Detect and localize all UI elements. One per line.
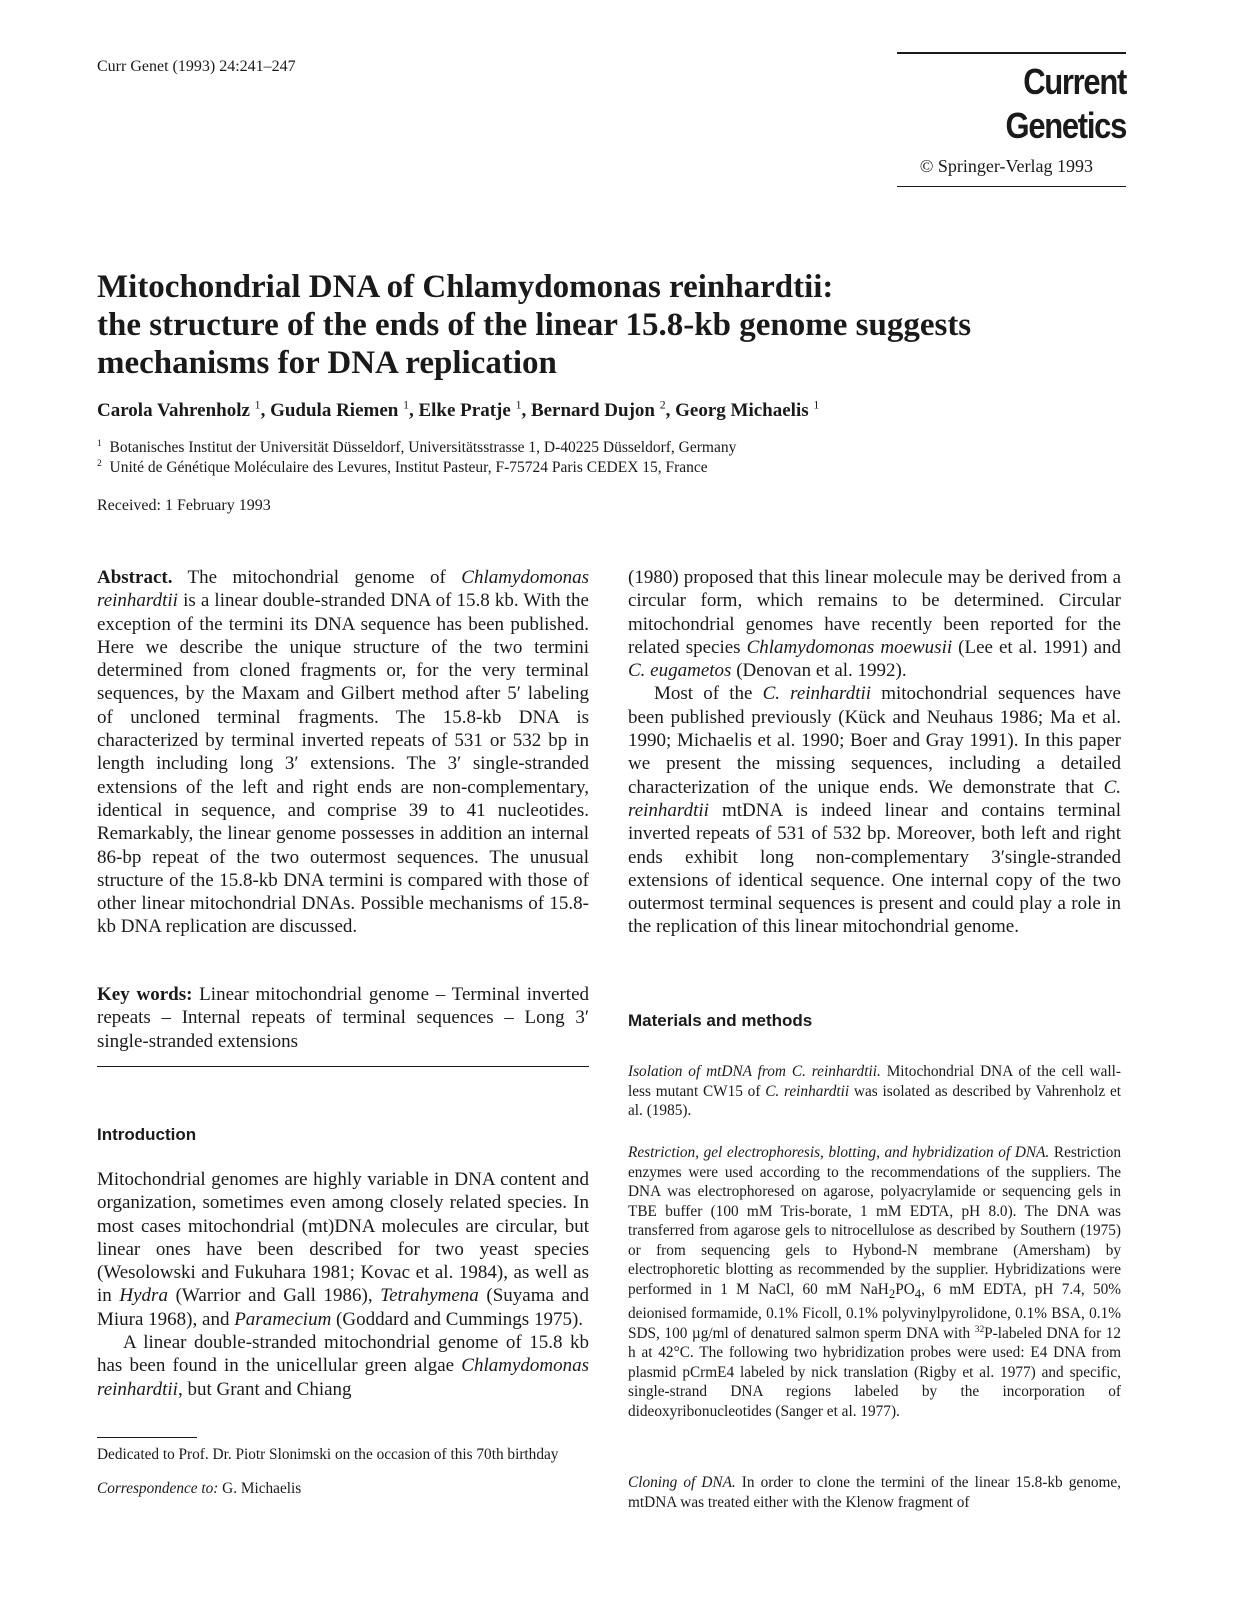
- affiliation-text: Botanisches Institut der Universität Düsseldorf, Universitätsstrasse 1, D-40225 Düsseldorf, Germany: [109, 439, 737, 456]
- abstract-text: The mitochondrial genome of: [172, 567, 462, 588]
- title-line: mechanisms for DNA replication: [97, 345, 557, 381]
- copyright: © Springer-Verlag 1993: [919, 156, 1093, 176]
- keywords: [97, 983, 589, 1053]
- received-date: Received: 1 February 1993: [97, 497, 271, 514]
- abstract-species: Chlamydomonas reinhardtii: [97, 567, 589, 612]
- introduction-body: [97, 1168, 589, 1401]
- author-name: Elke Pratje: [418, 400, 511, 421]
- title-line: the structure of the ends of the linear 15.8-kb genome suggests: [97, 307, 972, 343]
- masthead-rule-bottom: [897, 186, 1126, 187]
- paragraph: (1980) proposed that this linear molecule may be derived from a circular form, which remains to be determined. Circular mitochondrial genomes have recently been reported for the related species Chlamydomonas moewusii (Lee et al. 1991) and C. eugametos (Denovan et al. 1992).: [628, 567, 1122, 682]
- citation: Curr Genet (1993) 24:241–247: [97, 58, 296, 75]
- intro-continued: [628, 566, 1121, 939]
- dedication: Dedicated to Prof. Dr. Piotr Slonimski on the occasion of this 70th birthday: [97, 1446, 559, 1463]
- author-affil-mark: 1: [515, 398, 522, 412]
- methods-heading: Materials and methods: [628, 1011, 813, 1030]
- author-name: Bernard Dujon: [530, 400, 655, 421]
- author-affil-mark: 2: [659, 398, 666, 412]
- abstract-label: Abstract.: [97, 567, 173, 588]
- abstract: [97, 566, 589, 939]
- footnote-divider: [97, 1437, 197, 1438]
- title-line: Mitochondrial DNA of Chlamydomonas reinhardtii:: [97, 269, 834, 305]
- paragraph: A linear double-stranded mitochondrial genome of 15.8 kb has been found in the unicellular green algae Chlamydomonas reinhardtii, but Grant and Chiang: [97, 1332, 589, 1400]
- author-name: Gudula Riemen: [270, 400, 399, 421]
- footnotes: [97, 1445, 589, 1498]
- affiliation-text: Unité de Génétique Moléculaire des Levures, Institut Pasteur, F-75724 Paris CEDEX 15, France: [109, 459, 708, 476]
- paragraph: Most of the C. reinhardtii mitochondrial sequences have been published previously (Kück and Neuhaus 1986; Ma et al. 1990; Michaelis et al. 1990; Boer and Gray 1991). In this paper we present the missing sequences, including a detailed characterization of the unique ends. We demonstrate that C. reinhardtii mtDNA is indeed linear and contains terminal inverted repeats of 531 of 532 bp. Moreover, both left and right ends exhibit long non-complementary 3′single-stranded extensions of identical sequence. One internal copy of the two outermost terminal sequences is present and could play a role in the replication of this linear mitochondrial genome.: [628, 683, 1121, 938]
- affiliation-mark: 2: [97, 457, 102, 469]
- author-list: Carola Vahrenholz $^1$, Gudula Riemen $^1$, Elke Pratje $^1$, Bernard Dujon $^2$, Georg Michaelis $^1$: [97, 398, 820, 421]
- author-name: Georg Michaelis: [675, 400, 809, 421]
- affiliation: [97, 438, 736, 458]
- paragraph: Mitochondrial genomes are highly variable in DNA content and organization, sometimes even among closely related species. In most cases mitochondrial (mt)DNA molecules are circular, but linear ones have been described for two yeast species (Wesolowski and Fukuhara 1981; Kovac et al. 1984), as well as in Hydra (Warrior and Gall 1986), Tetrahymena (Suyama and Miura 1968), and Paramecium (Goddard and Cummings 1975).: [97, 1169, 589, 1330]
- methods-isolation: Isolation of mtDNA from C. reinhardtii. Mitochondrial DNA of the cell wall-less mutant CW15 of C. reinhardtii was isolated as described by Vahrenholz et al. (1985).: [628, 1063, 1121, 1119]
- author-affil-mark: 1: [403, 398, 409, 412]
- author-affil-mark: 1: [813, 398, 820, 412]
- abstract-text: is a linear double-stranded DNA of 15.8 kb. With the exception of the termini its DNA sequence has been published. Here we describe the unique structure of the two termini determined from cloned fragments or, for the very terminal sequences, by the Maxam and Gilbert method after 5′ labeling of uncloned terminal fragments. The 15.8-kb DNA is characterized by terminal inverted repeats of 531 or 532 bp in length including long 3′ extensions. The 3′ single-stranded extensions of the left and right ends are non-complementary, identical in sequence, and comprise 39 to 41 nucleotides. Remarkably, the linear genome possesses in addition an internal 86-bp repeat of the two outermost sequences. The unusual structure of the 15.8-kb DNA termini is compared with those of other linear mitochondrial DNAs. Possible mechanisms of 15.8-kb DNA replication are discussed.: [97, 590, 589, 938]
- affiliations: [97, 438, 736, 478]
- affiliation-mark: 1: [97, 437, 102, 449]
- article-title: [97, 268, 1117, 382]
- author-affil-mark: 1: [254, 398, 261, 412]
- affiliation: [97, 458, 736, 478]
- journal-name: Current Genetics: [1005, 61, 1126, 146]
- journal-masthead: [897, 52, 1126, 187]
- keywords-text: Linear mitochondrial genome – Terminal inverted repeats – Internal repeats of terminal sequences – Long 3′ single-stranded extensions: [97, 984, 590, 1052]
- correspondence: Correspondence to: G. Michaelis: [97, 1479, 302, 1497]
- masthead-rule-top: [897, 52, 1126, 54]
- keywords-divider: [97, 1066, 589, 1067]
- introduction-heading: Introduction: [97, 1125, 197, 1144]
- keywords-label: Key words:: [97, 984, 193, 1005]
- methods-restriction: Restriction, gel electrophoresis, blotting, and hybridization of DNA. Restriction enzymes were used according to the recommendations of the suppliers. The DNA was electrophoresed on agarose, polyacrylamide or sequencing gels in TBE buffer (100 mM Tris-borate, 1 mM EDTA, pH 8.0). The DNA was transferred from agarose gels to nitrocellulose as described by Southern (1975) or from sequencing gels to Hybond-N membrane (Amersham) by electrophoretic blotting as recommended by the supplier. Hybridizations were performed in 1 M NaCl, 60 mM $NaH_2PO_4$, 6 mM EDTA, pH 7.4, 50% deionised formamide, 0.1% Ficoll, 0.1% polyvinylpyrolidone, 0.1% BSA, 0.1% SDS, 100 µg/ml of denatured salmon sperm DNA with $^{32}$P-labeled DNA for 12 h at 42°C. The following two hybridization probes were used: E4 DNA from plasmid pCrmE4 labeled by nick translation (Rigby et al. 1977) and specific, single-strand DNA regions labeled by the incorporation of dideoxyribonucleotides (Sanger et al. 1977).: [628, 1144, 1122, 1420]
- methods-cloning: Cloning of DNA. In order to clone the termini of the linear 15.8-kb genome, mtDNA was treated either with the Klenow fragment of: [628, 1474, 1122, 1511]
- author-name: Carola Vahrenholz: [97, 400, 250, 421]
